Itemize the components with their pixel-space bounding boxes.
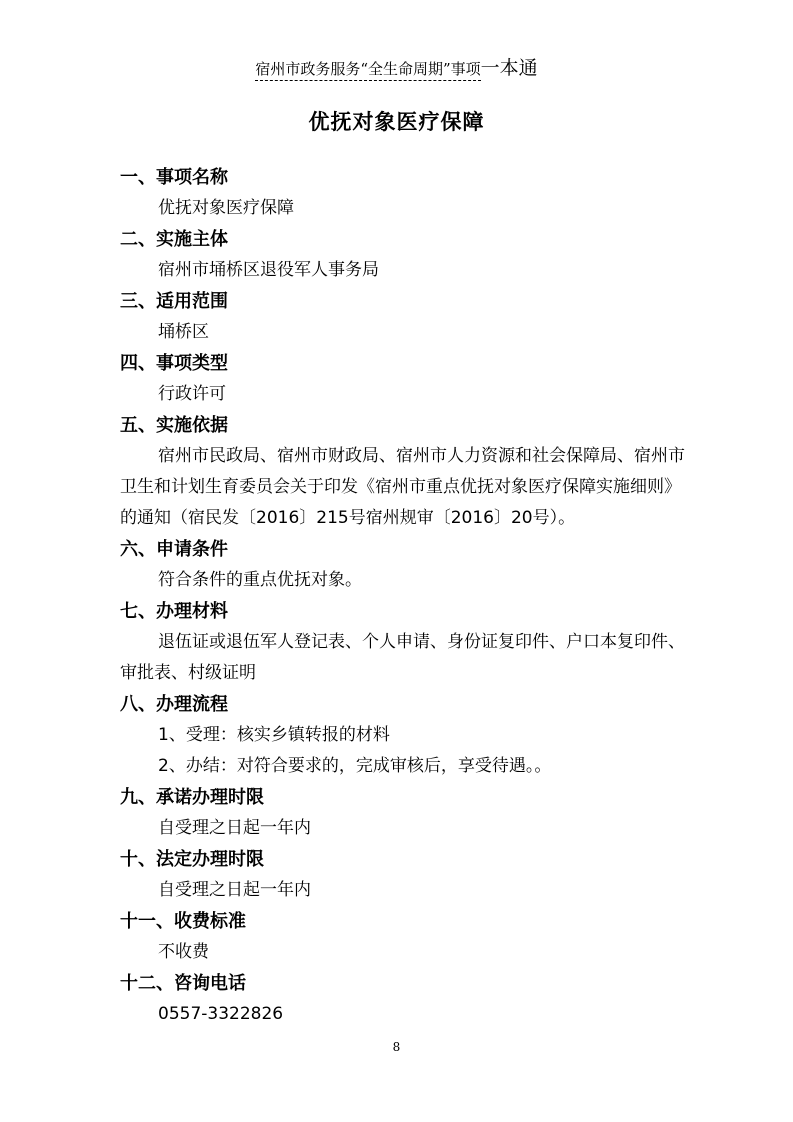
section-body: 宿州市民政局、宿州市财政局、宿州市人力资源和社会保障局、宿州市卫生和计划生育委员会关于印发《宿州市重点优抚对象医疗保障实施细则》的通知（宿民发〔2016〕215号宿州规审〔2016〕20号）。 xyxy=(120,446,685,528)
section-heading: 三、适用范围 xyxy=(120,291,228,312)
section xyxy=(120,968,692,1030)
running-header xyxy=(0,58,793,79)
section-body: 自受理之日起一年内 xyxy=(158,818,311,838)
section xyxy=(120,534,692,596)
section xyxy=(120,906,692,968)
section xyxy=(120,596,692,689)
section-heading: 七、办理材料 xyxy=(120,601,228,622)
section-body: 自受理之日起一年内 xyxy=(158,880,311,900)
section-body: 1、受理：核实乡镇转报的材料 xyxy=(158,725,390,745)
sections-container xyxy=(120,162,692,1030)
section-heading: 八、办理流程 xyxy=(120,694,228,715)
section-body: 行政许可 xyxy=(158,384,226,404)
section-heading: 十二、咨询电话 xyxy=(120,973,246,994)
section-heading: 六、申请条件 xyxy=(120,539,228,560)
section-body: 0557-3322826 xyxy=(158,1004,284,1024)
section-body: 优抚对象医疗保障 xyxy=(158,198,294,218)
running-header-tail: 一本通 xyxy=(480,57,538,79)
section-body: 宿州市埇桥区退役军人事务局 xyxy=(158,260,379,280)
section-body: 退伍证或退伍军人登记表、个人申请、身份证复印件、户口本复印件、审批表、村级证明 xyxy=(120,632,685,683)
section-body: 不收费 xyxy=(158,942,209,962)
section xyxy=(120,224,692,286)
section-heading: 十、法定办理时限 xyxy=(120,849,264,870)
section xyxy=(120,844,692,906)
section-heading: 十一、收费标准 xyxy=(120,911,246,932)
section-heading: 四、事项类型 xyxy=(120,353,228,374)
section-heading: 一、事项名称 xyxy=(120,167,228,188)
section xyxy=(120,162,692,224)
document-title: 优抚对象医疗保障 xyxy=(308,110,485,134)
section xyxy=(120,286,692,348)
section-heading: 九、承诺办理时限 xyxy=(120,787,264,808)
running-header-text: 宿州市政务服务“全生命周期”事项 xyxy=(255,60,480,81)
section-heading: 五、实施依据 xyxy=(120,415,228,436)
section-heading: 二、实施主体 xyxy=(120,229,228,250)
section xyxy=(120,782,692,844)
section-body: 埇桥区 xyxy=(158,322,209,342)
section xyxy=(120,348,692,410)
section-body: 符合条件的重点优抚对象。 xyxy=(158,570,362,590)
section-body: 2、办结：对符合要求的，完成审核后，享受待遇。。 xyxy=(158,756,552,776)
section xyxy=(120,689,692,782)
section xyxy=(120,410,692,534)
page-number: 8 xyxy=(392,1040,401,1054)
